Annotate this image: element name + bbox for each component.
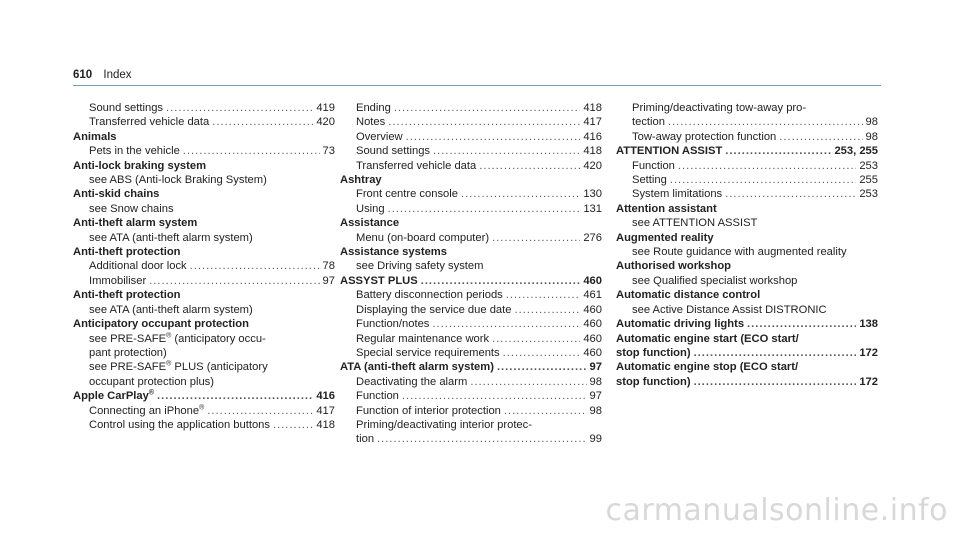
index-subentry: see ATTENTION ASSIST xyxy=(632,217,758,230)
page-reference[interactable]: 130 xyxy=(583,188,602,201)
index-subentry xyxy=(340,346,602,360)
dot-leader xyxy=(504,404,587,418)
dot-leader xyxy=(421,274,581,288)
index-heading: Anti-theft protection xyxy=(73,246,181,259)
dot-leader xyxy=(388,202,581,216)
page-reference[interactable]: 460 xyxy=(583,346,602,359)
dot-leader xyxy=(190,259,320,273)
index-heading xyxy=(616,317,878,331)
index-subentry xyxy=(616,159,878,173)
index-heading: Assistance systems xyxy=(340,246,447,259)
dot-leader xyxy=(694,375,857,389)
entry-text: Transferred vehicle data xyxy=(89,116,210,129)
index-subentry xyxy=(73,274,335,288)
index-heading xyxy=(73,389,335,403)
index-heading: Animals xyxy=(73,130,117,143)
page-reference[interactable]: 419 xyxy=(316,102,335,114)
index-heading: Anti-theft protection xyxy=(73,289,181,302)
page-reference[interactable]: 420 xyxy=(583,159,602,172)
index-subentry xyxy=(73,418,335,432)
index-subentry xyxy=(340,404,602,418)
header-rule xyxy=(73,85,881,86)
index-subentry: see ABS (Anti-lock Braking System) xyxy=(89,174,267,187)
index-heading xyxy=(340,274,602,288)
index-subentry xyxy=(616,187,878,201)
page-reference[interactable]: 416 xyxy=(583,130,602,143)
dot-leader xyxy=(503,346,581,360)
page-reference[interactable]: 416 xyxy=(316,390,335,403)
entry-text: Function xyxy=(632,159,675,172)
index-subentry xyxy=(340,202,602,216)
dot-leader xyxy=(668,115,863,129)
index-heading: Anti-lock braking system xyxy=(73,159,207,172)
watermark-logo: carmanualsonline.info xyxy=(605,493,948,528)
entry-text: Control using the application buttons xyxy=(89,418,270,431)
index-heading: Automatic engine stop (ECO start/ xyxy=(616,361,799,374)
entry-text: Front centre console xyxy=(356,188,458,201)
page-reference[interactable]: 255 xyxy=(859,174,878,187)
entry-text: Overview xyxy=(356,130,403,143)
index-subentry: see Qualified specialist workshop xyxy=(632,274,798,287)
index-subentry xyxy=(340,432,602,446)
dot-leader xyxy=(725,187,856,201)
index-subentry xyxy=(73,404,335,418)
dot-leader xyxy=(149,274,319,288)
page-reference[interactable]: 97 xyxy=(589,361,602,374)
index-subentry xyxy=(340,187,602,201)
index-heading xyxy=(616,375,878,389)
dot-leader xyxy=(377,432,587,446)
index-heading xyxy=(616,144,878,158)
entry-text: tection xyxy=(632,116,665,129)
page-reference[interactable]: 131 xyxy=(583,202,602,215)
page-reference[interactable]: 461 xyxy=(583,289,602,302)
entry-text: Automatic driving lights xyxy=(616,318,745,331)
page-reference[interactable]: 98 xyxy=(589,375,602,388)
entry-text: Setting xyxy=(632,174,667,187)
index-heading: Authorised workshop xyxy=(616,260,731,273)
entry-text: stop function) xyxy=(616,346,691,359)
index-subentry xyxy=(616,173,878,187)
entry-text: Function/notes xyxy=(356,318,430,331)
dot-leader xyxy=(747,317,856,331)
entry-text: Displaying the service due date xyxy=(356,303,512,316)
entry-text: tion xyxy=(356,433,375,446)
page-reference[interactable]: 97 xyxy=(589,390,602,403)
index-subentry xyxy=(340,317,602,331)
page-reference[interactable]: 138 xyxy=(859,318,878,331)
dot-leader xyxy=(183,144,320,158)
index-heading: Automatic distance control xyxy=(616,289,761,302)
index-subentry: Priming/deactivating tow-away pro- xyxy=(632,102,807,114)
index-heading: Automatic engine start (ECO start/ xyxy=(616,332,799,345)
index-subentry: see PRE-SAFE® (anticipatory occu- xyxy=(89,331,266,345)
index-subentry: see Driving safety system xyxy=(356,260,484,273)
page-reference[interactable]: 460 xyxy=(583,274,602,287)
index-column-3 xyxy=(616,101,878,389)
index-heading xyxy=(340,360,602,374)
index-subentry xyxy=(616,130,878,144)
entry-text: Immobiliser xyxy=(89,274,147,287)
section-title: Index xyxy=(103,69,132,81)
dot-leader xyxy=(492,332,580,346)
entry-text: Additional door lock xyxy=(89,260,187,273)
entry-text: stop function) xyxy=(616,375,691,388)
entry-text: Transferred vehicle data xyxy=(356,159,477,172)
entry-text: Using xyxy=(356,202,385,215)
entry-text: Deactivating the alarm xyxy=(356,375,468,388)
index-subentry xyxy=(73,115,335,129)
index-subentry xyxy=(340,375,602,389)
page-header xyxy=(73,69,132,81)
entry-text: Function xyxy=(356,390,399,403)
entry-text: ATA (anti-theft alarm system) xyxy=(340,361,494,374)
dot-leader xyxy=(212,115,313,129)
page-reference[interactable]: 97 xyxy=(322,274,335,287)
index-heading: Anti-theft alarm system xyxy=(73,217,198,230)
dot-leader xyxy=(725,144,831,158)
dot-leader xyxy=(492,231,580,245)
entry-text: Apple CarPlay® xyxy=(73,389,155,403)
dot-leader xyxy=(514,303,580,317)
index-subentry: Priming/deactivating interior protec- xyxy=(356,418,532,431)
dot-leader xyxy=(497,360,587,374)
index-subentry: see Route guidance with augmented reality xyxy=(632,246,847,259)
index-heading: Assistance xyxy=(340,217,400,230)
index-heading: Attention assistant xyxy=(616,202,717,215)
index-subentry xyxy=(73,144,335,158)
page-reference[interactable]: 172 xyxy=(859,346,878,359)
entry-text: Sound settings xyxy=(356,145,431,158)
index-column-2 xyxy=(340,101,602,447)
page-reference[interactable]: 418 xyxy=(583,102,602,114)
index-subentry xyxy=(73,101,335,115)
dot-leader xyxy=(670,173,856,187)
index-subentry: see Snow chains xyxy=(89,202,174,215)
dot-leader xyxy=(470,375,586,389)
dot-leader xyxy=(678,159,856,173)
dot-leader xyxy=(432,317,580,331)
dot-leader xyxy=(157,389,313,403)
index-subentry xyxy=(340,115,602,129)
dot-leader xyxy=(406,130,581,144)
index-subentry xyxy=(340,159,602,173)
page-reference[interactable]: 460 xyxy=(583,332,602,345)
page-reference[interactable]: 253 xyxy=(859,159,878,172)
index-subentry xyxy=(73,259,335,273)
page-reference[interactable]: 78 xyxy=(322,260,335,273)
index-subentry xyxy=(340,332,602,346)
page-reference[interactable]: 276 xyxy=(583,231,602,244)
index-subentry xyxy=(340,101,602,115)
index-subentry: see PRE-SAFE® PLUS (anticipatory xyxy=(89,360,268,374)
dot-leader xyxy=(394,101,580,115)
page-reference[interactable]: 99 xyxy=(589,433,602,446)
page-reference[interactable]: 253, 255 xyxy=(834,145,878,158)
entry-text: Sound settings xyxy=(89,102,164,114)
index-heading: Augmented reality xyxy=(616,231,714,244)
index-subentry: occupant protection plus) xyxy=(89,375,215,388)
dot-leader xyxy=(479,159,580,173)
page-reference[interactable]: 417 xyxy=(316,404,335,417)
page-reference[interactable]: 460 xyxy=(583,318,602,331)
page-reference[interactable]: 418 xyxy=(583,145,602,158)
page-reference[interactable]: 73 xyxy=(322,145,335,158)
index-subentry xyxy=(616,115,878,129)
page-reference[interactable]: 172 xyxy=(859,375,878,388)
index-subentry xyxy=(340,231,602,245)
index-subentry: see ATA (anti-theft alarm system) xyxy=(89,303,253,316)
index-subentry: see ATA (anti-theft alarm system) xyxy=(89,231,253,244)
page-reference[interactable]: 98 xyxy=(589,404,602,417)
entry-text: Notes xyxy=(356,116,386,129)
page-number: 610 xyxy=(73,69,93,81)
entry-text: Tow-away protection function xyxy=(632,130,777,143)
index-heading: Anti-skid chains xyxy=(73,188,160,201)
entry-text: Regular maintenance work xyxy=(356,332,490,345)
index-column-1 xyxy=(73,101,335,432)
index-subentry: pant protection) xyxy=(89,346,167,359)
entry-text: Battery disconnection periods xyxy=(356,289,503,302)
entry-text: Connecting an iPhone® xyxy=(89,403,205,417)
page-reference[interactable]: 98 xyxy=(865,130,878,143)
entry-text: Menu (on-board computer) xyxy=(356,231,490,244)
page-reference[interactable]: 460 xyxy=(583,303,602,316)
dot-leader xyxy=(388,115,580,129)
entry-text: Pets in the vehicle xyxy=(89,145,180,158)
page-reference[interactable]: 418 xyxy=(316,418,335,431)
page-reference[interactable]: 417 xyxy=(583,116,602,129)
index-subentry xyxy=(340,389,602,403)
entry-text: Special service requirements xyxy=(356,346,500,359)
index-subentry xyxy=(340,288,602,302)
index-heading: Ashtray xyxy=(340,174,382,187)
dot-leader xyxy=(506,288,581,302)
dot-leader xyxy=(461,187,580,201)
dot-leader xyxy=(433,144,580,158)
index-subentry: see Active Distance Assist DISTRONIC xyxy=(632,303,827,316)
index-subentry xyxy=(340,130,602,144)
entry-text: Ending xyxy=(356,102,391,114)
index-heading: Anticipatory occupant protection xyxy=(73,318,249,331)
dot-leader xyxy=(779,130,862,144)
dot-leader xyxy=(694,346,857,360)
index-subentry xyxy=(340,303,602,317)
page-reference[interactable]: 98 xyxy=(865,116,878,129)
index-subentry xyxy=(340,144,602,158)
page-reference[interactable]: 420 xyxy=(316,116,335,129)
index-heading xyxy=(616,346,878,360)
dot-leader xyxy=(402,389,587,403)
entry-text: ATTENTION ASSIST xyxy=(616,145,723,158)
dot-leader xyxy=(166,101,313,115)
dot-leader xyxy=(273,418,313,432)
entry-text: ASSYST PLUS xyxy=(340,274,418,287)
entry-text: Function of interior protection xyxy=(356,404,501,417)
entry-text: System limitations xyxy=(632,188,723,201)
dot-leader xyxy=(207,404,313,418)
page-reference[interactable]: 253 xyxy=(859,188,878,201)
